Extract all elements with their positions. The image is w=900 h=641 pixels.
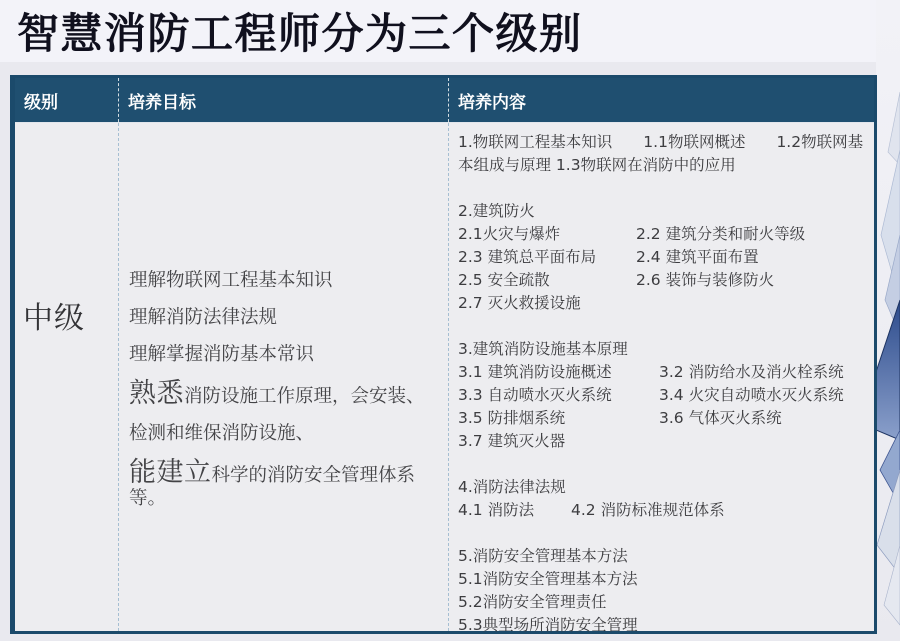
content-line: 5.消防安全管理基本方法 xyxy=(458,547,628,565)
content-section-s1 xyxy=(458,131,870,177)
content-item-right: 2.6 装饰与装修防火 xyxy=(636,271,775,289)
objective-lead-text: 熟悉 xyxy=(129,378,184,409)
content-line xyxy=(458,384,870,407)
content-section-s4 xyxy=(458,476,870,522)
table-header-row xyxy=(15,78,874,123)
header-cell-content xyxy=(449,78,874,122)
content-cell xyxy=(449,123,874,634)
content-item-left: 3.5 防排烟系统 xyxy=(458,409,566,427)
content-line: 2.建筑防火 xyxy=(458,202,535,220)
content-item-right: 3.6 气体灭火系统 xyxy=(659,409,782,427)
content-line xyxy=(458,223,870,246)
content-line: 2.7 灭火救援设施 xyxy=(458,294,581,312)
objectives-cell xyxy=(119,123,449,631)
content-item-left: 2.5 安全疏散 xyxy=(458,271,550,289)
header-cell-level xyxy=(15,78,119,122)
content-item-left: 2.1火灾与爆炸 xyxy=(458,225,561,243)
content-item-right: 2.4 建筑平面布置 xyxy=(636,248,759,266)
content-item-left: 3.1 建筑消防设施概述 xyxy=(458,363,612,381)
background-art-image xyxy=(876,0,900,641)
content-item-left: 2.3 建筑总平面布局 xyxy=(458,248,597,266)
content-item-left: 4.1 消防法 xyxy=(458,501,535,519)
content-item-left: 3.3 自动喷水灭火系统 xyxy=(458,386,612,404)
content-item-right: 2.2 建筑分类和耐火等级 xyxy=(636,225,806,243)
objective-line: 能建立科学的消防安全管理体系等。 xyxy=(129,457,416,509)
objective-line: 理解消防法律法规 xyxy=(129,307,278,328)
objective-line: 理解掌握消防基本常识 xyxy=(129,344,315,365)
content-item-right: 4.2 消防标准规范体系 xyxy=(571,501,725,519)
content-line: 5.1消防安全管理基本方法 xyxy=(458,570,638,588)
content-line: 5.3典型场所消防安全管理 xyxy=(458,616,638,634)
content-sections xyxy=(458,131,870,637)
content-item-right: 3.2 消防给水及消火栓系统 xyxy=(659,363,844,381)
objective-line: 理解物联网工程基本知识 xyxy=(129,270,333,291)
content-line: 1.物联网工程基本知识 1.1物联网概述 1.2物联网基本组成与原理 1.3物联网在消防中的应用 xyxy=(458,133,864,174)
level-label: 中级 xyxy=(23,301,85,336)
content-line: 3.建筑消防设施基本原理 xyxy=(458,340,628,358)
objective-lead-text: 能建立 xyxy=(129,457,212,488)
training-levels-table xyxy=(10,75,877,634)
level-cell xyxy=(15,123,119,631)
objectives-list xyxy=(129,269,442,510)
content-line: 4.消防法律法规 xyxy=(458,478,566,496)
objective-line: 熟悉消防设施工作原理，会安装、 xyxy=(129,378,425,409)
content-section-s5 xyxy=(458,545,870,637)
table-body-row xyxy=(15,123,874,634)
content-line xyxy=(458,499,870,522)
header-label-level: 级别 xyxy=(24,92,58,113)
content-section-s2 xyxy=(458,200,870,315)
page-title: 智慧消防工程师分为三个级别 xyxy=(17,9,583,58)
content-line xyxy=(458,246,870,269)
header-cell-objectives xyxy=(119,78,449,122)
content-line: 3.7 建筑灭火器 xyxy=(458,432,566,450)
content-section-s3 xyxy=(458,338,870,453)
objective-line: 检测和维保消防设施、 xyxy=(129,423,315,444)
content-item-right: 3.4 火灾自动喷水灭火系统 xyxy=(659,386,844,404)
content-line xyxy=(458,361,870,384)
header-label-content: 培养内容 xyxy=(458,92,526,113)
content-line xyxy=(458,269,870,292)
header-label-objectives: 培养目标 xyxy=(128,92,196,113)
content-line xyxy=(458,407,870,430)
content-line: 5.2消防安全管理责任 xyxy=(458,593,607,611)
